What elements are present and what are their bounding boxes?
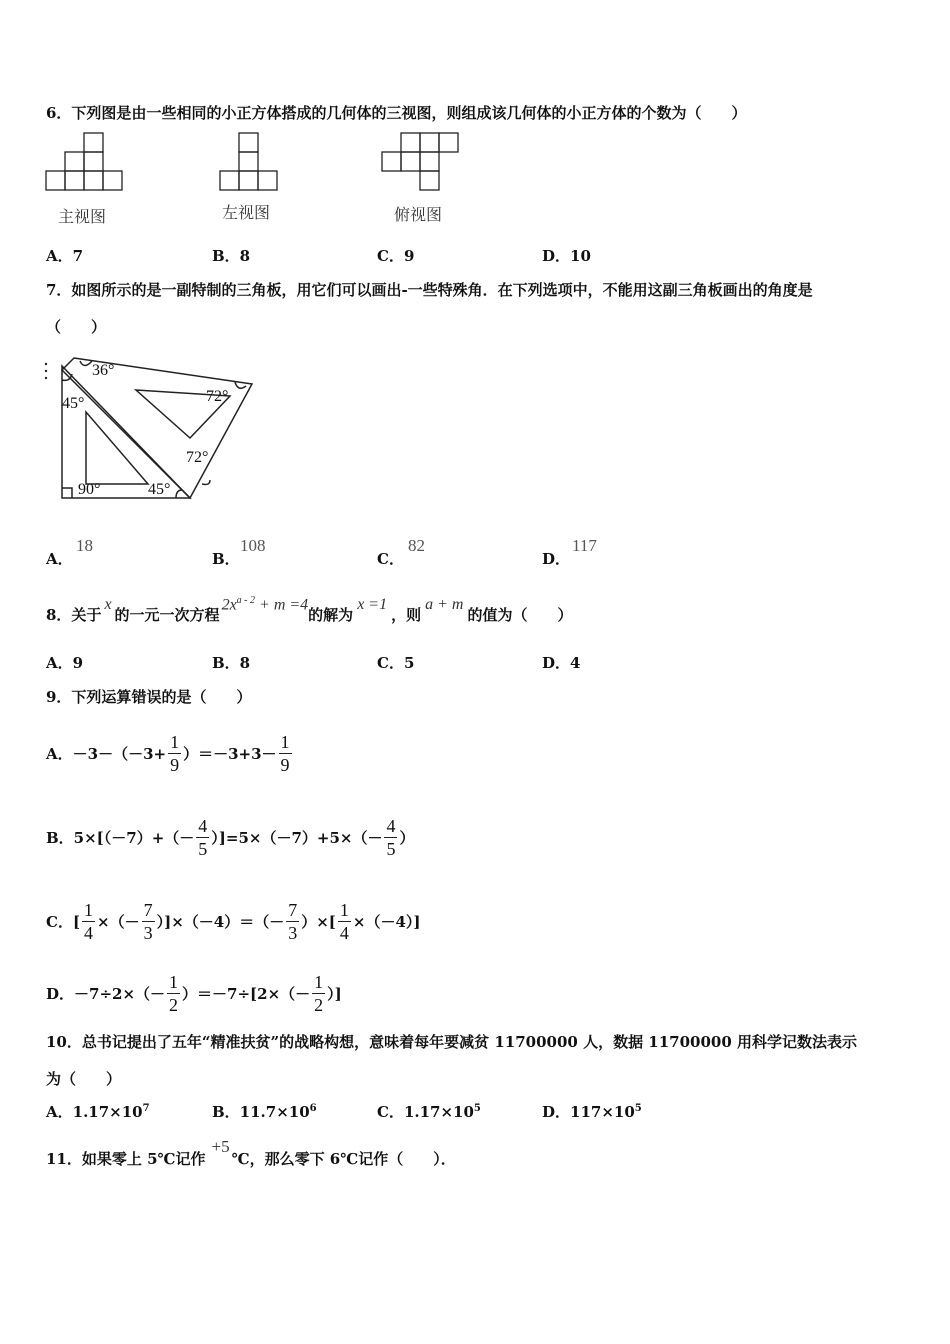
q9-d-fraction-1: $\frac{1}{2}$ bbox=[169, 971, 179, 1015]
q8-solution: x =1 bbox=[357, 595, 388, 613]
q7-option-d-letter: D． bbox=[542, 550, 571, 568]
q8-option-a: A．9 bbox=[46, 654, 84, 672]
q8-equation-exponent: a - 2 bbox=[236, 594, 256, 606]
q9-d-text-2: ）＝－7÷[2×（－ bbox=[182, 984, 311, 1003]
q8-equation bbox=[222, 595, 309, 614]
angle-label-72-bottom: 72° bbox=[186, 449, 209, 466]
q7-option-c-letter: C． bbox=[377, 550, 404, 568]
q9-b-text-2: ）]=5×（－7）+5×（－ bbox=[211, 828, 383, 847]
q6-option-a: A．7 bbox=[46, 247, 84, 265]
q8-text-4: ，则 bbox=[391, 606, 422, 624]
q7-option-d-value: 117 bbox=[572, 536, 597, 555]
q9-d-text-1: D．－7÷2×（－ bbox=[46, 984, 166, 1003]
q9-option-d bbox=[46, 958, 342, 1028]
q6-option-b: B．8 bbox=[212, 247, 251, 265]
q10-stem: 10．总书记提出了五年“精准扶贫”的战略构想，意味着每年要减贫 11700000 人，数据 11700000 用科学记数法表示 bbox=[46, 1033, 858, 1051]
q9-b-fraction-1: $\frac{4}{5}$ bbox=[198, 815, 208, 859]
q9-c-text-3: ）]×（－4）＝（－ bbox=[156, 912, 285, 931]
q10-option-c bbox=[377, 1101, 481, 1122]
q7-triangle-set-figure bbox=[40, 352, 260, 507]
left-view-label: 左视图 bbox=[222, 205, 271, 222]
q10-option-b bbox=[212, 1101, 317, 1122]
q10-c-base: C．1.17×10 bbox=[377, 1103, 474, 1121]
q8-text-2: 的一元一次方程 bbox=[114, 606, 220, 624]
q8-stem bbox=[46, 594, 573, 625]
q6-option-c: C．9 bbox=[377, 247, 415, 265]
q8-option-d: D．4 bbox=[542, 654, 581, 672]
q11-stem bbox=[46, 1136, 456, 1169]
q8-var-x: x bbox=[104, 595, 112, 613]
q9-c-fraction-4: $\frac{1}{4}$ bbox=[339, 899, 349, 943]
q10-a-base: A．1.17×10 bbox=[46, 1103, 143, 1121]
q10-c-exponent: 5 bbox=[473, 1103, 481, 1114]
q7-stem-bracket: （ ） bbox=[46, 318, 107, 336]
q8-equation-rest: + m =4 bbox=[255, 596, 309, 614]
q8-option-c: C．5 bbox=[377, 654, 415, 672]
q9-b-fraction-2: $\frac{4}{5}$ bbox=[386, 815, 396, 859]
top-view-label: 俯视图 bbox=[394, 207, 443, 224]
q9-c-text-1: C．[ bbox=[46, 912, 81, 931]
q9-option-c bbox=[46, 886, 421, 956]
q10-option-d bbox=[542, 1101, 642, 1122]
q9-c-fraction-3: $\frac{7}{3}$ bbox=[288, 899, 298, 943]
q9-c-text-5: ×（－4）] bbox=[352, 912, 421, 931]
q9-stem: 9．下列运算错误的是（ ） bbox=[46, 688, 252, 706]
q9-option-a bbox=[46, 718, 294, 788]
q7-option-b-letter: B． bbox=[212, 550, 240, 568]
angle-label-90: 90° bbox=[78, 481, 101, 498]
q8-equation-coef: 2x bbox=[221, 596, 237, 614]
q10-b-base: B．11.7×10 bbox=[212, 1103, 310, 1121]
q9-c-text-2: ×（－ bbox=[97, 912, 140, 931]
main-view-label: 主视图 bbox=[58, 209, 107, 226]
q8-expression: a + m bbox=[425, 595, 464, 613]
angle-label-72-top: 72° bbox=[206, 388, 229, 405]
q9-b-text-1: B．5×[（－7）+（－ bbox=[46, 828, 195, 847]
q7-option-a-letter: A． bbox=[46, 550, 73, 568]
q10-b-exponent: 6 bbox=[309, 1103, 317, 1114]
q10-a-exponent: 7 bbox=[142, 1103, 150, 1114]
angle-label-45-bottom: 45° bbox=[148, 481, 171, 498]
q7-option-c-value: 82 bbox=[408, 536, 425, 555]
q9-c-fraction-2: $\frac{7}{3}$ bbox=[143, 899, 153, 943]
q8-text-3: 的解为 bbox=[308, 606, 354, 624]
q11-text-2: ℃，那么零下 6℃记作（ ）． bbox=[231, 1150, 456, 1168]
q8-text-1: 8．关于 bbox=[46, 606, 102, 624]
q8-option-b: B．8 bbox=[212, 654, 251, 672]
q10-d-exponent: 5 bbox=[634, 1103, 642, 1114]
q11-value: +5 bbox=[211, 1136, 230, 1156]
angle-label-45-left: 45° bbox=[62, 395, 85, 412]
q8-text-5: 的值为（ ） bbox=[467, 606, 573, 624]
q9-a-text-2: ）＝－3+3－ bbox=[183, 744, 277, 763]
q9-a-fraction-2: $\frac{1}{9}$ bbox=[280, 731, 290, 775]
q7-stem: 7．如图所示的是一副特制的三角板，用它们可以画出-一些特殊角．在下列选项中，不能用这副三角板画出的角度是 bbox=[46, 281, 813, 299]
q11-text-1: 11．如果零上 5℃记作 bbox=[46, 1150, 206, 1168]
q6-stem: 6．下列图是由一些相同的小正方体搭成的几何体的三视图，则组成该几何体的小正方体的个数为（ ） bbox=[46, 104, 747, 122]
q9-d-text-3: ）] bbox=[327, 984, 342, 1003]
q7-option-b-value: 108 bbox=[240, 536, 266, 555]
q9-d-fraction-2: $\frac{1}{2}$ bbox=[314, 971, 324, 1015]
q10-stem-bracket: 为（ ） bbox=[46, 1070, 122, 1088]
q10-d-base: D．117×10 bbox=[542, 1103, 635, 1121]
q6-option-d: D．10 bbox=[542, 247, 591, 265]
q9-option-b bbox=[46, 802, 415, 872]
q9-a-fraction-1: $\frac{1}{9}$ bbox=[170, 731, 180, 775]
angle-label-36: 36° bbox=[92, 362, 115, 379]
q10-option-a bbox=[46, 1101, 150, 1122]
q9-a-text-1: A．－3－（－3+ bbox=[46, 744, 167, 763]
q9-c-fraction-1: $\frac{1}{4}$ bbox=[84, 899, 94, 943]
q7-option-a-value: 18 bbox=[76, 536, 93, 555]
q9-b-text-3: ） bbox=[399, 828, 415, 847]
q9-c-text-4: ）×[ bbox=[301, 912, 336, 931]
